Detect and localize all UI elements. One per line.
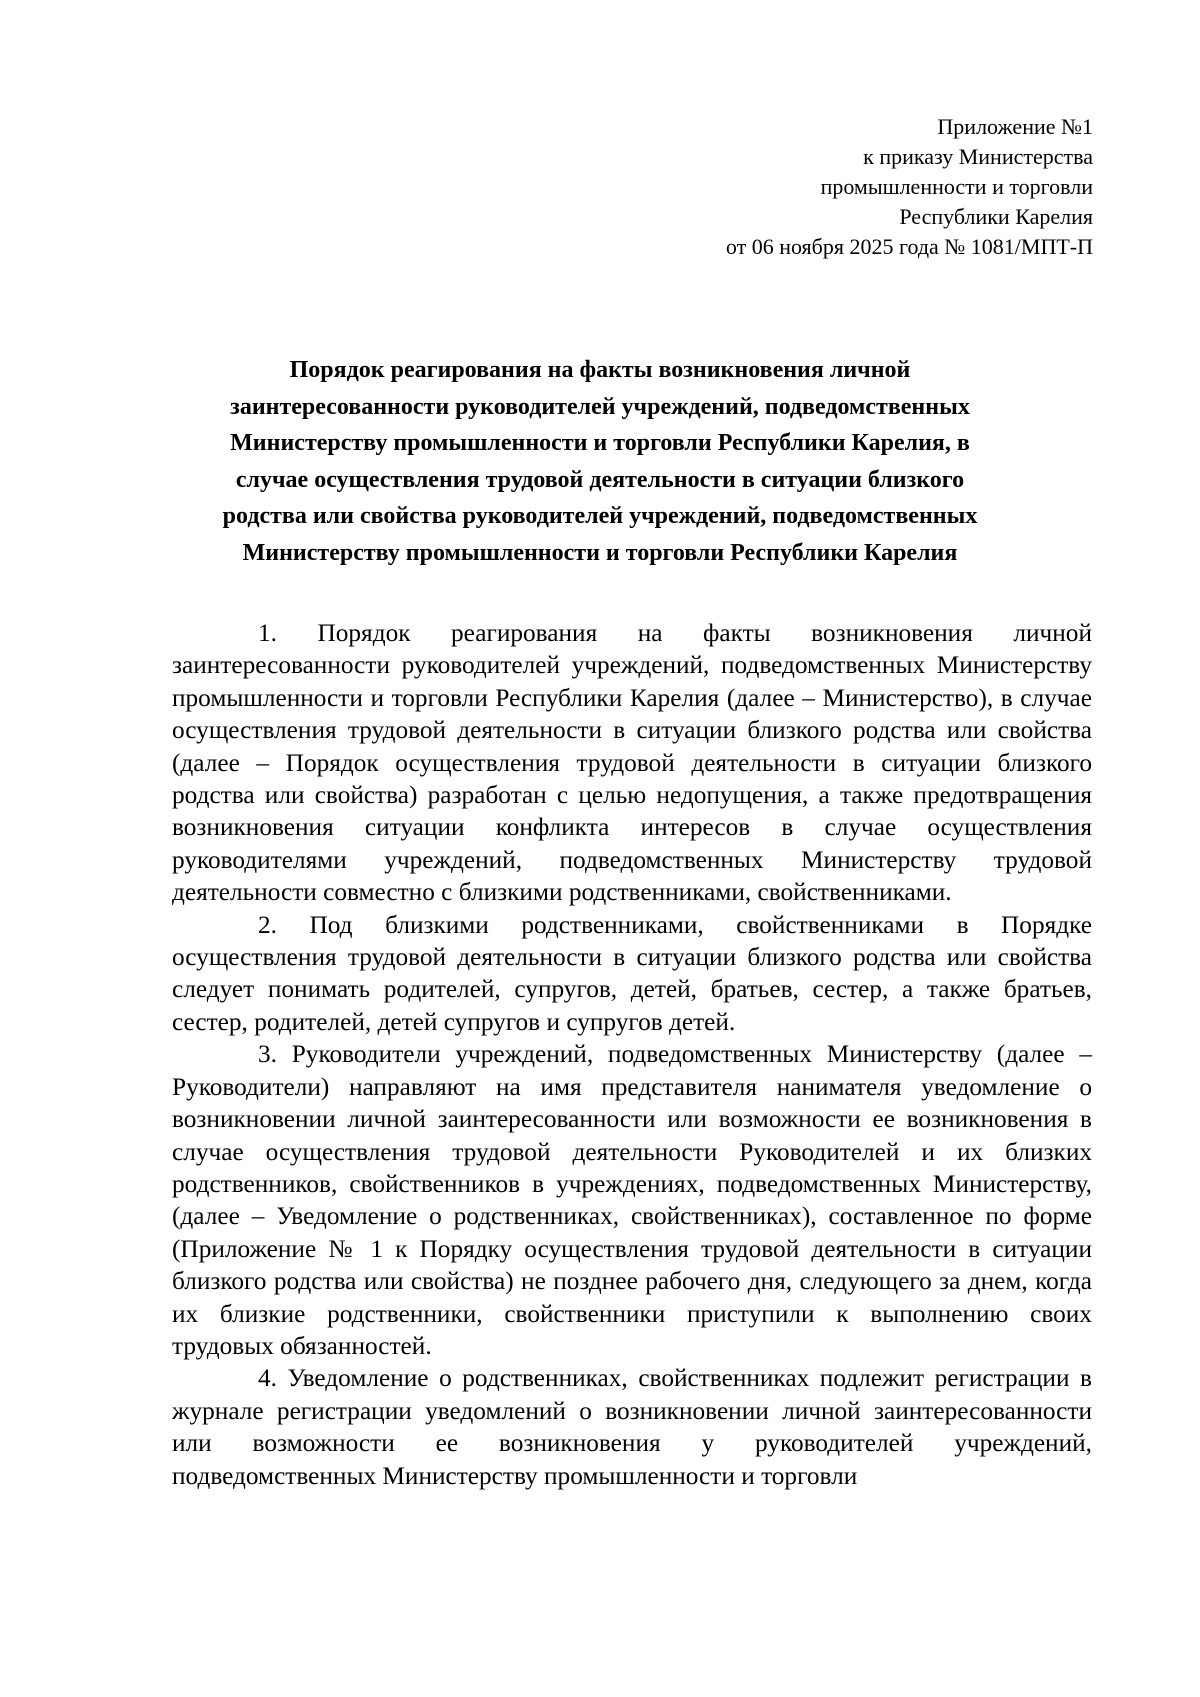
paragraph-1: 1. Порядок реагирования на факты возникновения личной заинтересованности руководителей учреждений, подведомственных Министерству промышленности и торговли Республики Карелия (далее – Министерство), в случае осуществления трудовой деятельности в ситуации близкого родства или свойства (далее – Порядок осуществления трудовой деятельности в ситуации близкого родства или свойства) разработан с целью недопущения, а также предотвращения возникновения ситуации конфликта интересов в случае осуществления руководителями учреждений, подведомственных Министерству трудовой деятельности совместно с близкими родственниками, свойственниками. [172,619,1092,907]
appendix-line: от 06 ноября 2025 года № 1081/МПТ-П [725,234,1093,259]
document-body [172,617,1092,1492]
paragraph-2: 2. Под близкими родственниками, свойственниками в Порядке осуществления трудовой деятельности в ситуации близкого родства или свойства следует понимать родителей, супругов, детей, братьев, сестер, а также братьев, сестер, родителей, детей супругов и супругов детей. [172,910,1092,1036]
document-title [150,352,1050,571]
title-line: случае осуществления трудовой деятельности в ситуации близкого [235,466,965,493]
paragraph-3: 3. Руководители учреждений, подведомственных Министерству (далее – Руководители) направляют на имя представителя нанимателя уведомление о возникновении личной заинтересованности или возможности ее возникновения в случае осуществления трудовой деятельности Руководителей и их близких родственников, свойственников в учреждениях, подведомственных Министерству, (далее – Уведомление о родственниках, свойственниках), составленное по форме (Приложение № 1 к Порядку осуществления трудовой деятельности в ситуации близкого родства или свойства) не позднее рабочего дня, следующего за днем, когда их близкие родственники, свойственники приступили к выполнению своих трудовых обязанностей. [172,1040,1092,1360]
appendix-line: Приложение №1 [937,114,1093,139]
title-line: Министерству промышленности и торговли Республики Карелия, в [230,430,970,456]
title-line: Министерству промышленности и торговли Республики Карелия [242,539,958,566]
title-line: заинтересованности руководителей учреждений, подведомственных [230,393,970,420]
appendix-line: промышленности и торговли [820,174,1093,199]
title-line: родства или свойства руководителей учреждений, подведомственных [222,503,978,529]
appendix-line: к приказу Министерства [863,144,1093,169]
appendix-note [726,112,1093,262]
paragraph-4: 4. Уведомление о родственниках, свойственниках подлежит регистрации в журнале регистрации уведомлений о возникновении личной заинтересованности или возможности ее возникновения у руководителей учреждений, подведомственных Министерству промышленности и торговли [172,1364,1092,1490]
appendix-line: Республики Карелия [899,204,1093,229]
title-line: Порядок реагирования на факты возникновения личной [289,357,911,383]
